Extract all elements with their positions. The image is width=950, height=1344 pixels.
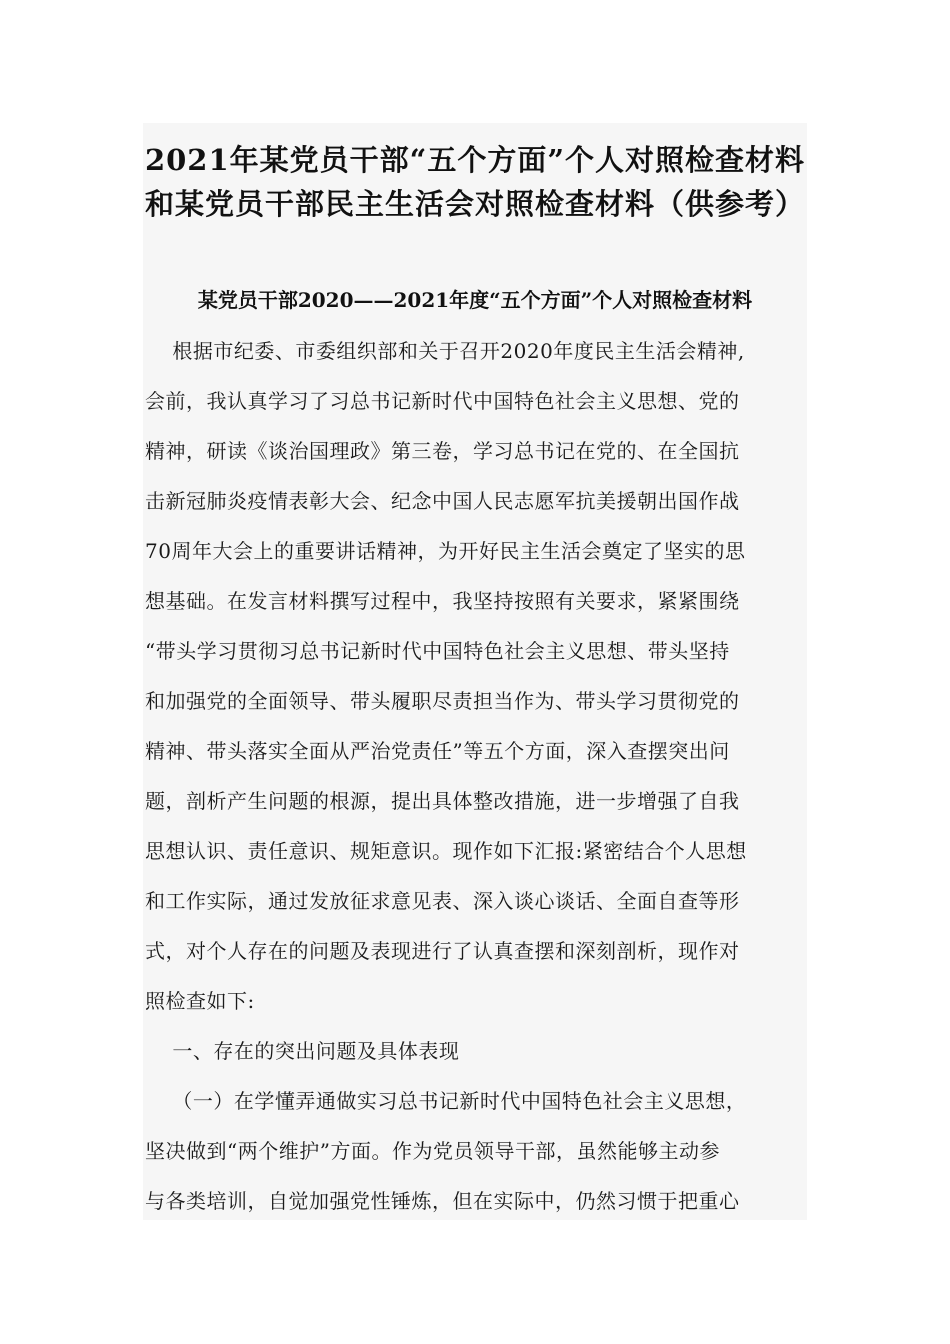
body-line: 式，对个人存在的问题及表现进行了认真查摆和深刻剖析，现作对 (145, 939, 740, 963)
body-line: “带头学习贯彻习总书记新时代中国特色社会主义思想、带头坚持 (145, 639, 730, 663)
section-heading: 一、存在的突出问题及具体表现 (145, 1039, 460, 1063)
body-line: （一）在学懂弄通做实习总书记新时代中国特色社会主义思想， (145, 1089, 747, 1113)
body-line: 想基础。在发言材料撰写过程中，我坚持按照有关要求，紧紧围绕 (145, 589, 740, 613)
body-line: 70周年大会上的重要讲话精神，为开好民主生活会奠定了坚实的思 (145, 539, 746, 563)
document-subtitle: 某党员干部2020——2021年度“五个方面”个人对照检查材料 (197, 288, 753, 312)
body-line: 根据市纪委、市委组织部和关于召开2020年度民主生活会精神, (145, 339, 745, 363)
body-line: 和工作实际，通过发放征求意见表、深入谈心谈话、全面自查等形 (145, 889, 740, 913)
body-line: 照检查如下: (145, 989, 255, 1013)
body-line: 思想认识、责任意识、规矩意识。现作如下汇报:紧密结合个人思想 (145, 839, 747, 863)
document-title-line-2: 和某党员干部民主生活会对照检查材料（供参考） (144, 187, 805, 221)
body-line: 与各类培训，自觉加强党性锤炼，但在实际中，仍然习惯于把重心 (145, 1189, 740, 1213)
body-line: 坚决做到“两个维护”方面。作为党员领导干部，虽然能够主动参 (145, 1139, 720, 1163)
document-title-line-1: 2021年某党员干部“五个方面”个人对照检查材料 (144, 143, 806, 177)
body-line: 题，剖析产生问题的根源，提出具体整改措施，进一步增强了自我 (145, 789, 740, 813)
body-line: 和加强党的全面领导、带头履职尽责担当作为、带头学习贯彻党的 (145, 689, 740, 713)
body-line: 会前，我认真学习了习总书记新时代中国特色社会主义思想、党的 (145, 389, 740, 413)
body-line: 精神、带头落实全面从严治党责任”等五个方面，深入查摆突出问 (145, 739, 730, 763)
body-line: 击新冠肺炎疫情表彰大会、纪念中国人民志愿军抗美援朝出国作战 (145, 489, 740, 513)
body-line: 精神，研读《谈治国理政》第三卷，学习总书记在党的、在全国抗 (145, 439, 740, 463)
document-page (143, 123, 807, 1220)
